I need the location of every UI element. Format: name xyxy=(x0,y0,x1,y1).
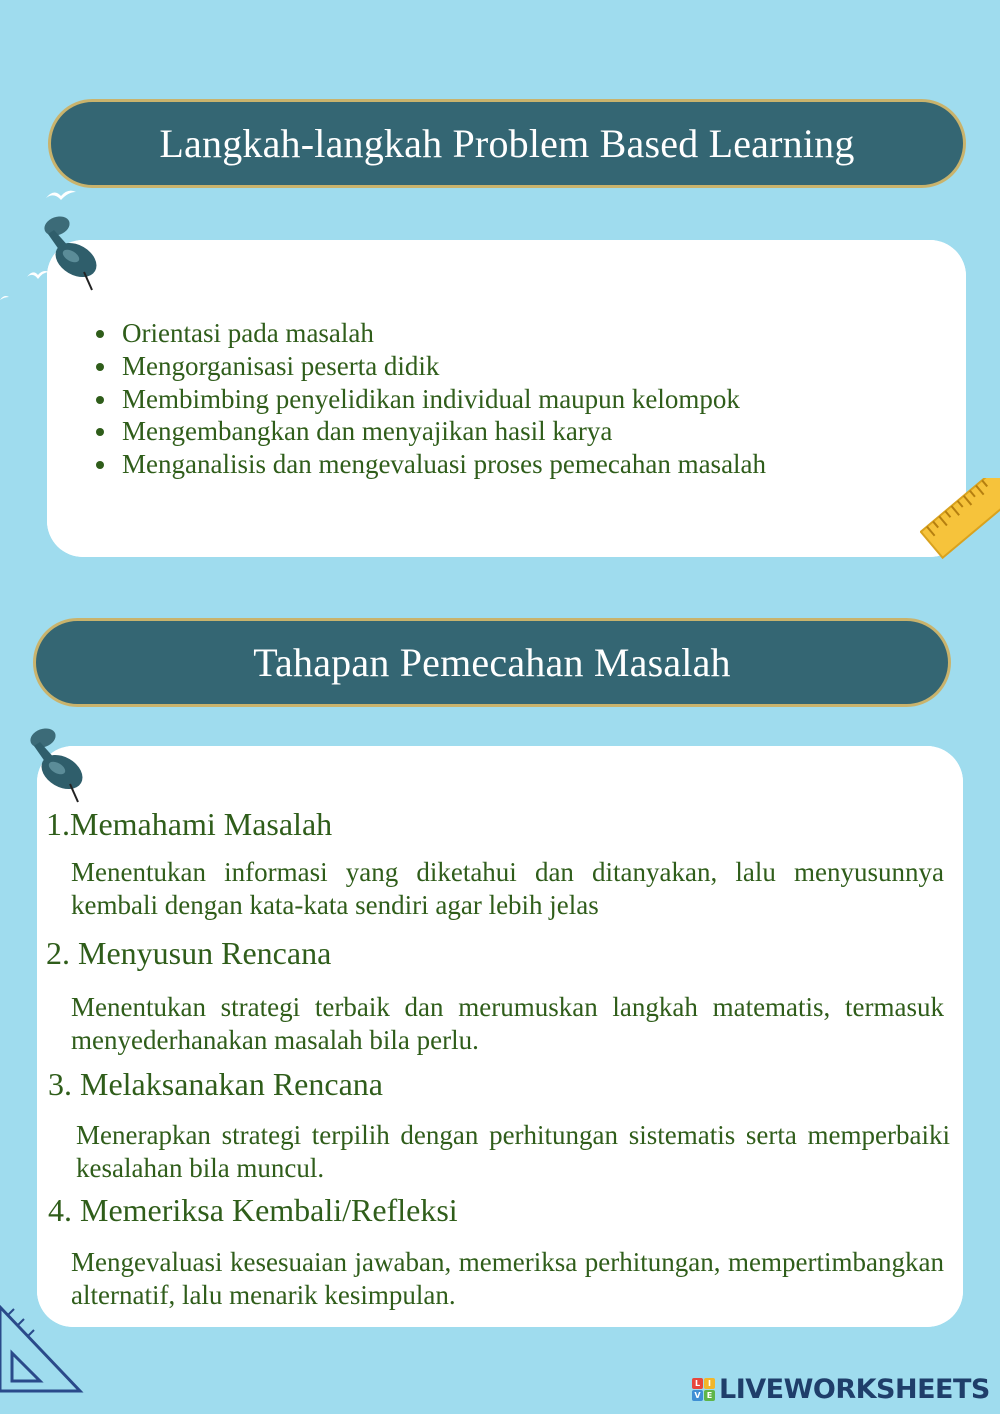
logo-mark-icon: L I V E xyxy=(692,1378,715,1401)
step-description: Menentukan strategi terbaik dan merumuskan langkah matematis, termasuk menyederhanakan masalah bila perlu. xyxy=(71,992,944,1055)
step-title: 1.Memahami Masalah xyxy=(46,806,333,842)
section1-title-banner xyxy=(48,99,966,188)
set-square-icon xyxy=(0,1305,84,1395)
list-item: Orientasi pada masalah xyxy=(96,317,766,350)
step-title: 2. Menyusun Rencana xyxy=(46,935,332,971)
list-item: Menganalisis dan mengevaluasi proses pemecahan masalah xyxy=(96,448,766,481)
pushpin-icon xyxy=(40,210,104,294)
section1-title: Langkah-langkah Problem Based Learning xyxy=(159,121,855,166)
pushpin-icon xyxy=(26,722,90,806)
step-description: Mengevaluasi kesesuaian jawaban, memeriksa perhitungan, mempertimbangkan alternatif, lalu menarik kesimpulan. xyxy=(71,1247,944,1310)
step-description: Menentukan informasi yang diketahui dan ditanyakan, lalu menyusunnya kembali dengan kata-kata sendiri agar lebih jelas xyxy=(71,857,944,920)
list-item: Membimbing penyelidikan individual maupun kelompok xyxy=(96,383,766,416)
step-title: 3. Melaksanakan Rencana xyxy=(48,1066,383,1102)
logo-text: LIVEWORKSHEETS xyxy=(719,1374,990,1405)
section2-title: Tahapan Pemecahan Masalah xyxy=(253,640,731,685)
ruler-icon xyxy=(920,478,1000,598)
section2-title-banner xyxy=(33,618,951,707)
bird-icon xyxy=(0,294,10,302)
list-item: Mengorganisasi peserta didik xyxy=(96,350,766,383)
step-title: 4. Memeriksa Kembali/Refleksi xyxy=(48,1192,458,1228)
bird-icon xyxy=(44,186,78,202)
pbl-steps-list xyxy=(96,317,766,481)
liveworksheets-logo xyxy=(692,1374,990,1405)
step-description: Menerapkan strategi terpilih dengan perhitungan sistematis serta memperbaiki kesalahan bila muncul. xyxy=(76,1120,950,1183)
list-item: Mengembangkan dan menyajikan hasil karya xyxy=(96,415,766,448)
